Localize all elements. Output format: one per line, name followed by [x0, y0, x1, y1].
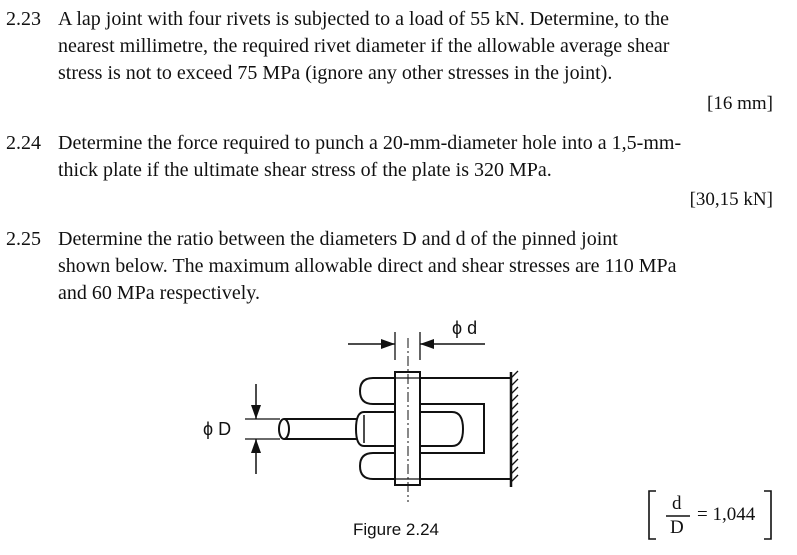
rod-end [279, 419, 289, 439]
problem-line: stress is not to exceed 75 MPa (ignore any other stresses in the joint). [58, 62, 613, 84]
answer-bracket-right [764, 491, 771, 539]
answer: [30,15 kN] [689, 189, 773, 210]
problem-line: thick plate if the ultimate shear stress of the plate is 320 MPa. [58, 159, 552, 181]
answer-numerator: d [672, 493, 682, 514]
problem-number: 2.23 [6, 8, 41, 30]
answer-value: = 1,044 [697, 504, 756, 525]
problem-line: shown below. The maximum allowable direct and shear stresses are 110 MPa [58, 255, 677, 277]
problem-line: Determine the force required to punch a 20-mm-diameter hole into a 1,5-mm- [58, 132, 682, 154]
problem-line: nearest millimetre, the required rivet diameter if the allowable average shear [58, 35, 670, 57]
problem-line: A lap joint with four rivets is subjected to a load of 55 kN. Determine, to the [58, 8, 669, 30]
problem-line: Determine the ratio between the diameters D and d of the pinned joint [58, 228, 618, 250]
figure-caption: Figure 2.24 [353, 520, 439, 539]
large-diameter-label: ϕ D [203, 419, 232, 439]
arrow-D-top [251, 405, 261, 419]
answer-denominator: D [670, 517, 684, 538]
rod [284, 419, 364, 439]
arrow-D-bottom [251, 439, 261, 453]
answer: [16 mm] [707, 93, 773, 114]
arrow-d-left [381, 339, 395, 349]
small-diameter-label: ϕ d [452, 318, 478, 338]
problem-line: and 60 MPa respectively. [58, 282, 260, 304]
arrow-d-right [420, 339, 434, 349]
problem-number: 2.25 [6, 228, 41, 250]
answer-bracket-left [649, 491, 656, 539]
problem-number: 2.24 [6, 132, 41, 154]
